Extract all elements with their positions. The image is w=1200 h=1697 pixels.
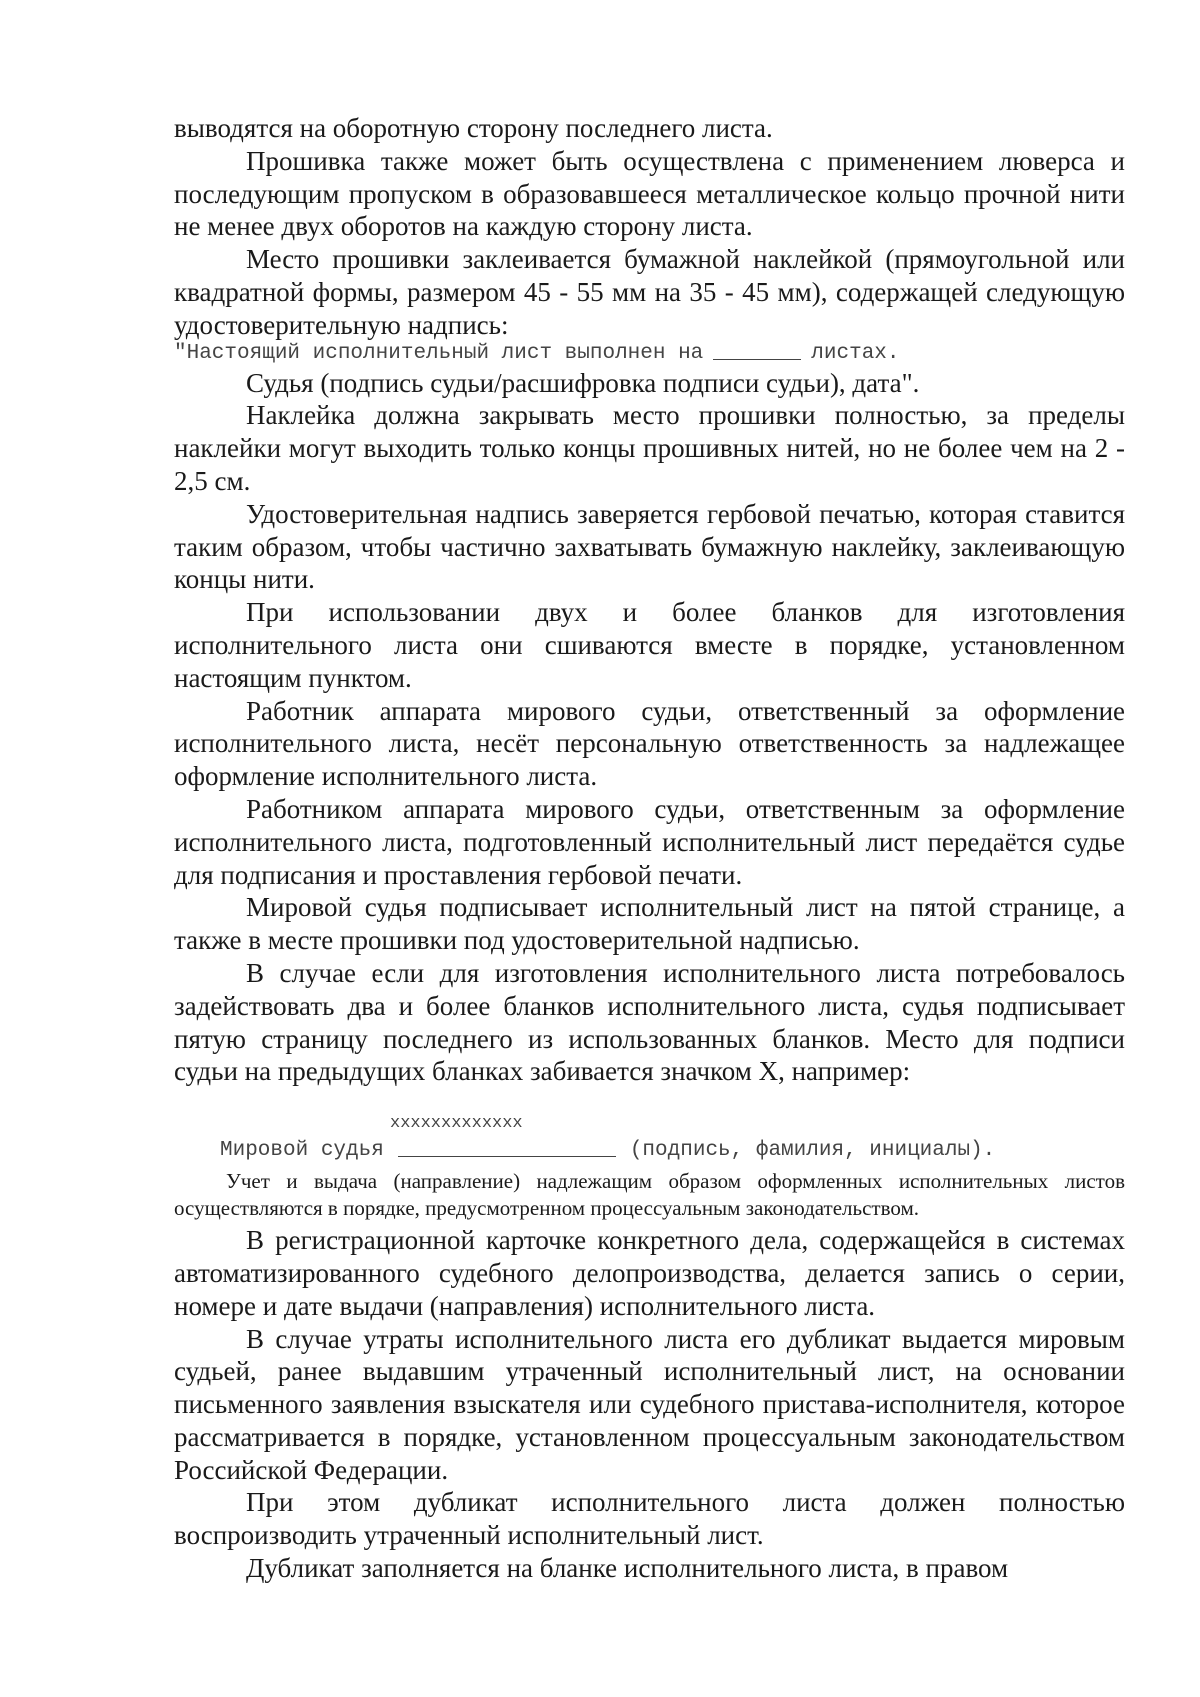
paragraph: При этом дубликат исполнительного листа должен полностью воспроизводить утраченный исполнительный лист.	[174, 1487, 1125, 1551]
certification-text-before: "Настоящий исполнительный лист выполнен на	[174, 341, 704, 365]
paragraph: Судья (подпись судьи/расшифровка подписи судьи), дата".	[246, 367, 920, 398]
paragraph: Место прошивки заклеивается бумажной наклейкой (прямоугольной или квадратной формы, размером 45 - 55 мм на 35 - 45 мм), содержащей следующую удостоверительную надпись:	[174, 244, 1125, 340]
paragraph: В случае утраты исполнительного листа его дубликат выдается мировым судьей, ранее выдавшим утраченный исполнительный лист, на основании письменного заявления взыскателя или судебного пристава-исполнителя, которое рассматривается в порядке, установленном процессуальным законодательством Российской Федерации.	[174, 1323, 1125, 1485]
sheet-count-blank	[713, 341, 801, 360]
paragraph: Мировой судья подписывает исполнительный лист на пятой странице, а также в месте прошивки под удостоверительной надписью.	[174, 892, 1125, 956]
paragraph: Работником аппарата мирового судьи, ответственным за оформление исполнительного листа, подготовленный исполнительный лист передаётся судье для подписания и проставления гербовой печати.	[174, 793, 1125, 890]
paragraph: В случае если для изготовления исполнительного листа потребовалось задействовать два и более бланков исполнительного листа, судья подписывает пятую страницу последнего из использованных бланков. Место для подписи судьи на предыдущих бланках забивается значком Х, например:	[174, 957, 1125, 1087]
paragraph: выводятся на оборотную сторону последнего листа.	[174, 113, 773, 143]
paragraph: Удостоверительная надпись заверяется гербовой печатью, которая ставится таким образом, чтобы частично захватывать бумажную наклейку, заклеивающую концы нити.	[174, 498, 1125, 595]
document-text	[174, 112, 1125, 1585]
example-crosses: ххххххххххххх	[390, 1114, 523, 1134]
paragraph: Работник аппарата мирового судьи, ответственный за оформление исполнительного листа, несёт персональную ответственность за надлежащее оформление исполнительного листа.	[174, 695, 1125, 792]
paragraph: Учет и выдача (направление) надлежащим образом оформленных исполнительных листов осуществляются в порядке, предусмотренном процессуальным законодательством.	[174, 1169, 1125, 1221]
certification-text-after: листах.	[811, 341, 900, 365]
paragraph: Наклейка должна закрывать место прошивки полностью, за пределы наклейки могут выходить только концы прошивных нитей, но не более чем на 2 - 2,5 см.	[174, 400, 1125, 496]
certification-line	[174, 340, 1125, 367]
signature-blank	[398, 1136, 616, 1157]
paragraph: При использовании двух и более бланков для изготовления исполнительного листа они сшиваются вместе в порядке, установленном настоящим пунктом.	[174, 597, 1125, 693]
judge-label: Мировой судья	[220, 1139, 384, 1163]
paragraph: Прошивка также может быть осуществлена с применением люверса и последующим пропуском в образовавшееся металлическое кольцо прочной нити не менее двух оборотов на каждую сторону листа.	[174, 145, 1125, 242]
paragraph: Дубликат заполняется на бланке исполнительного листа, в правом	[246, 1553, 1009, 1584]
judge-suffix: (подпись, фамилия, инициалы).	[629, 1139, 996, 1163]
paragraph: В регистрационной карточке конкретного дела, содержащейся в системах автоматизированного судебного делопроизводства, делается запись о серии, номере и дате выдачи (направления) исполнительного листа.	[174, 1225, 1125, 1321]
example-judge-line	[174, 1136, 1125, 1166]
